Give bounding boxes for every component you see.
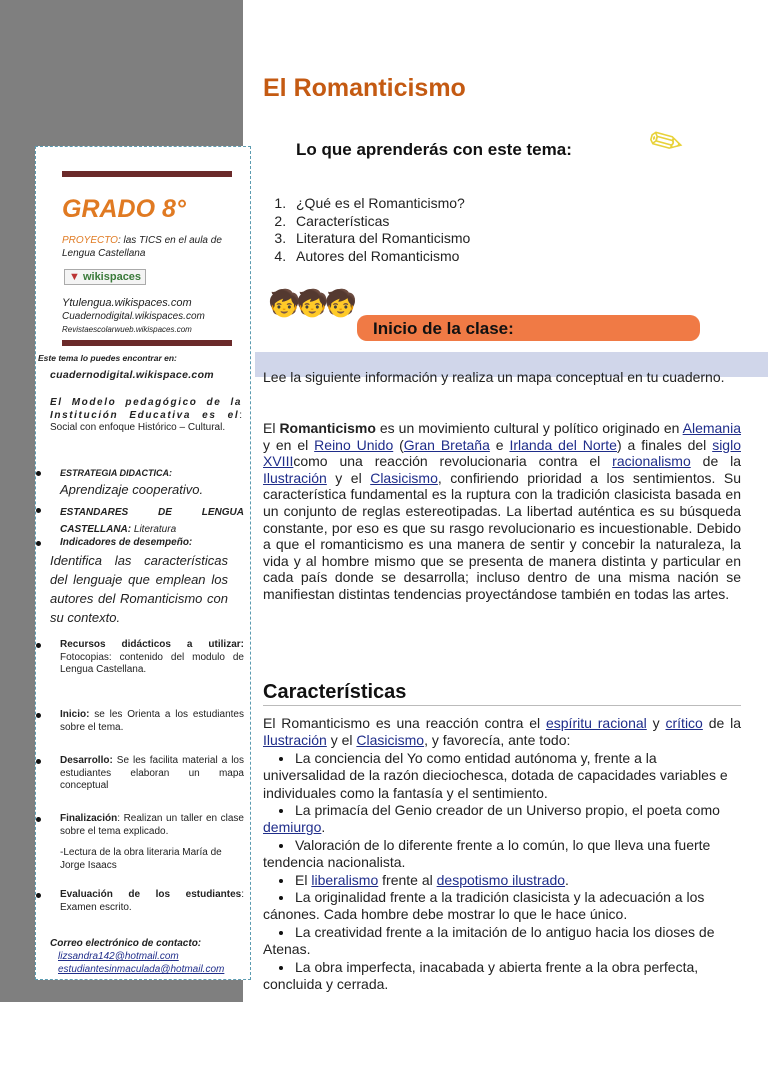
intro-paragraph — [263, 420, 741, 603]
bullet-icon — [279, 879, 283, 883]
wikispaces-logo: ▼ wikispaces — [64, 269, 146, 285]
sidebar-bullet: Finalización: Realizan un taller en clase sobre el tema explicado. — [38, 813, 244, 838]
text-run: , y favorecía, ante todo: — [424, 732, 571, 749]
wiki-link[interactable]: Ilustración — [263, 469, 327, 486]
wiki-link[interactable]: Ilustración — [263, 732, 327, 749]
class-start-banner: Inicio de la clase: — [357, 315, 700, 341]
wikispaces-logo-text: wikispaces — [82, 271, 142, 283]
text-run: de la — [690, 453, 742, 470]
text-run: y — [646, 715, 666, 731]
text-run: El — [263, 420, 280, 436]
topic-item: 2. Características — [290, 213, 470, 231]
text-run: La obra imperfecta, inacabada y abierta frente a la obra perfecta, concluida y cerrada. — [263, 958, 699, 993]
wiki-link[interactable]: espíritu racional — [545, 715, 647, 731]
text-run: e — [489, 436, 510, 453]
text-run: Valoración de lo diferente frente a lo común, lo que lleva una fuerte tendencia nacionalista. — [263, 836, 711, 871]
text-run: frente al — [378, 871, 437, 888]
sidebar-bullet: Indicadores de desempeño: — [38, 537, 244, 550]
url-item: Ytulengua.wikispaces.com — [62, 297, 192, 309]
sidebar-bullet: Desarrollo: Se les facilita material a los estudiantes elaboran un mapa conceptual — [38, 755, 244, 793]
wiki-link[interactable]: Alemania — [682, 420, 741, 436]
text-run: . — [321, 819, 326, 836]
subtitle: Lo que aprenderás con este tema: — [296, 140, 572, 159]
sidebar-bullet: ESTANDARES DE LENGUA CASTELLANA: Literatura — [38, 504, 244, 538]
wiki-link[interactable]: despotismo ilustrado — [436, 871, 566, 888]
text-run: La creatividad frente a la imitación de lo antiguo hacia los dioses de Atenas. — [263, 923, 715, 958]
bullet-icon — [279, 757, 283, 761]
wiki-urls — [62, 297, 205, 336]
text-run: ) a finales del — [616, 436, 713, 453]
url-item: Revistaescolarwueb.wikispaces.com — [62, 325, 192, 334]
text-run: y el — [326, 732, 357, 749]
wiki-link[interactable]: Reino Unido — [314, 436, 394, 453]
topic-item: 3. Literatura del Romanticismo — [290, 230, 470, 248]
bullet-icon — [279, 896, 283, 900]
wiki-link[interactable]: Irlanda del Norte — [509, 436, 617, 453]
wiki-link[interactable]: crítico — [665, 715, 703, 731]
topic-item: 1. ¿Qué es el Romanticismo? — [290, 195, 470, 213]
reading-text: -Lectura de la obra literaria María de Jorge Isaacs — [60, 847, 222, 871]
email-link[interactable]: estudiantesinmaculada@hotmail.com — [58, 964, 225, 975]
project-text — [62, 234, 237, 260]
wiki-link[interactable]: demiurgo — [263, 819, 322, 836]
find-label: Este tema lo puedes encontrar en: — [38, 353, 177, 363]
text-run: Romanticismo — [279, 420, 376, 436]
text-run: La primacía del Genio creador de un Universo propio, el poeta como — [295, 802, 720, 819]
text-run: El Romanticismo es una reacción contra el — [263, 715, 546, 731]
wiki-link[interactable]: siglo XVIII — [263, 436, 741, 470]
project-label: PROYECTO — [62, 235, 118, 246]
wiki-link[interactable]: racionalismo — [612, 453, 691, 470]
text-run: y en el — [263, 436, 315, 453]
indicator-text: Identifica las características del lenguaje que emplean los autores del Romanticismo con su contexto. — [50, 553, 228, 625]
pencil-icon: ✎ — [641, 115, 693, 171]
text-run: La conciencia del Yo como entidad autónoma y, frente a la universalidad de la razón dieciochesca, dotada de capacidades variables e individuales como la fantasía y el sentimiento. — [263, 749, 728, 801]
project-description: : las TICS en el aula de Lengua Castellana — [62, 235, 222, 259]
text-run: La originalidad frente a la tradición clasicista y la adecuación a los cánones. Cada hombre debe mostrar lo que le hace único. — [263, 889, 705, 923]
text-run: El — [295, 871, 312, 888]
model-label: El Modelo pedagógico de la Institución Educativa es el — [50, 397, 242, 421]
contact-label: Correo electrónico de contacto: — [50, 938, 202, 949]
instruction-text: Lee la siguiente información y realiza un mapa conceptual en tu cuaderno. — [263, 369, 725, 385]
page-title: El Romanticismo — [263, 74, 466, 102]
characteristic-item — [263, 924, 741, 959]
wiki-link[interactable]: Clasicismo — [370, 469, 438, 486]
sidebar-bullet: ESTRATEGIA DIDACTICA: Aprendizaje cooperativo. — [38, 467, 244, 498]
characteristics-content — [263, 715, 741, 994]
topic-item: 4. Autores del Romanticismo — [290, 248, 470, 266]
wiki-link[interactable]: Gran Bretaña — [403, 436, 490, 453]
bullet-icon — [279, 809, 283, 813]
sidebar-bullet: Inicio: se les Orienta a los estudiantes sobre el tema. — [38, 709, 244, 734]
divider — [263, 705, 741, 706]
text-run: de la — [702, 715, 742, 731]
divider — [62, 340, 232, 346]
characteristic-item — [263, 959, 741, 994]
grade-title: GRADO 8° — [62, 195, 186, 223]
sidebar-panel — [35, 146, 251, 980]
text-run: , confiriendo prioridad a los sentimientos. Su característica fundamental es la ruptura con la tradición clasicista basada en un conjunto de reglas estereotipadas. La libertad auténtica es su búsqueda constante, por eso es que su rasgo revolucionario es incuestionable. Debido a que el romanticismo es una manera de sentir y concebir la naturaleza, la vida y al hombre mismo que se presenta de manera distinta y particular en cada país donde se desarrolla; incluso dentro de una misma nación se manifiestan distintas tendencias proyectándose también en todas las artes. — [263, 469, 741, 602]
text-run: y el — [326, 469, 371, 486]
email-link[interactable]: lizsandra142@hotmail.com — [58, 951, 179, 962]
sidebar-bullet: Evaluación de los estudiantes: Examen escrito. — [38, 889, 244, 914]
characteristic-item — [263, 750, 741, 802]
model-text: El Modelo pedagógico de la Institución Educativa es el: Social con enfoque Histórico – Cultural. — [50, 397, 242, 433]
section-intro — [263, 715, 741, 750]
bullet-icon — [279, 931, 283, 935]
sidebar-bullet: Recursos didácticos a utilizar: Fotocopias: contenido del modulo de Lengua Castellana. — [38, 639, 244, 677]
text-run: como una reacción revolucionaria contra el — [293, 453, 613, 470]
url-item: Cuadernodigital.wikispaces.com — [62, 311, 205, 322]
section-title: Características — [263, 681, 407, 703]
bullet-icon — [279, 844, 283, 848]
divider — [62, 171, 232, 177]
children-illustration: 🧒🧒🧒 — [268, 288, 354, 318]
find-url: cuadernodigital.wikispace.com — [50, 369, 214, 381]
wiki-link[interactable]: Clasicismo — [356, 732, 425, 749]
model-description: Social con enfoque Histórico – Cultural. — [50, 422, 226, 433]
text-run: . — [565, 871, 569, 888]
text-run: es un movimiento cultural y político originado en — [375, 420, 683, 436]
characteristic-item — [263, 802, 741, 837]
wiki-link[interactable]: liberalismo — [311, 871, 379, 888]
text-run: ( — [393, 436, 404, 453]
characteristic-item — [263, 872, 741, 889]
bullet-icon — [279, 966, 283, 970]
topics-list — [290, 195, 470, 265]
characteristic-item — [263, 889, 741, 924]
characteristic-item — [263, 837, 741, 872]
